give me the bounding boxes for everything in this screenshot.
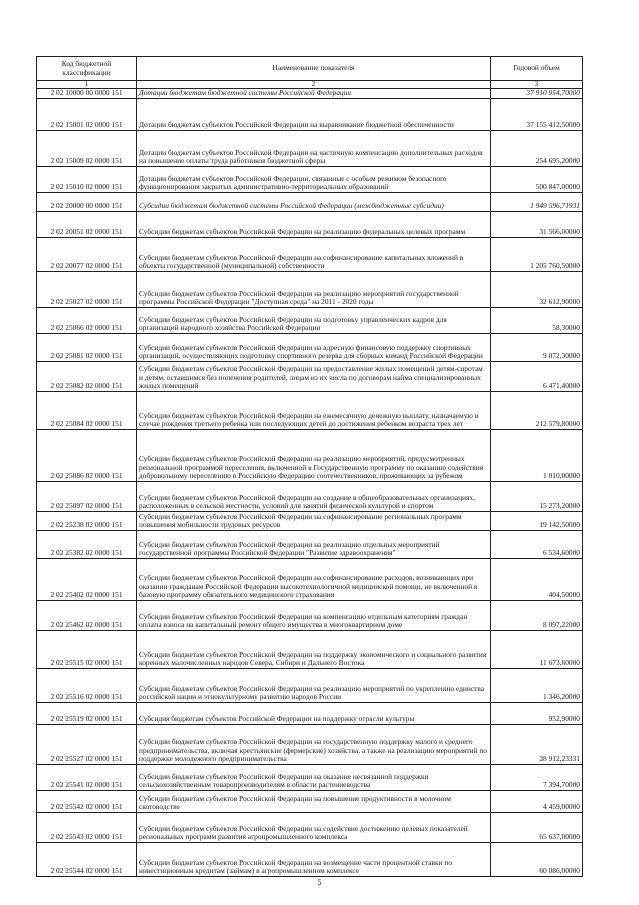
value-cell: 11 673,60000 <box>491 631 583 669</box>
value-cell: 15 273,20000 <box>491 482 583 512</box>
column-index-1: 1 <box>37 81 137 89</box>
table-row <box>37 272 583 308</box>
name-cell: Дотации бюджетам бюджетной системы Российской Федерации <box>137 89 491 99</box>
table-row <box>37 531 583 559</box>
code-cell: 2 02 25402 02 0000 151 <box>37 559 137 601</box>
code-cell: 2 02 25082 02 0000 151 <box>37 362 137 392</box>
table-row <box>37 89 583 99</box>
code-cell: 2 02 15010 02 0000 151 <box>37 167 137 193</box>
name-cell: Субсидии бюджетам субъектов Российской Федерации на подготовку управленческих кадров для организаций народного хозяйства Российской Федерации <box>137 308 491 334</box>
table-row <box>37 512 583 531</box>
value-cell: 1 205 760,50000 <box>491 238 583 272</box>
code-cell: 2 02 25027 02 0000 151 <box>37 272 137 308</box>
table-row <box>37 308 583 334</box>
table-row <box>37 669 583 703</box>
table-row <box>37 334 583 362</box>
code-cell: 2 02 20000 00 0000 151 <box>37 193 137 212</box>
name-cell: Субсидии бюджетам субъектов Российской Федерации на софинансирование расходов, возникающих при оказании гражданам Российской Федерации высокотехнологичной медицинской помощи, не включенной в базовую программу обязательного медицинского страхования <box>137 559 491 601</box>
code-cell: 2 02 25084 02 0000 151 <box>37 392 137 430</box>
name-cell: Субсидии бюджетам субъектов Российской Федерации на возмещение части процентной ставки по инвестиционным кредитам (займам) в агропромышленном комплексе <box>137 843 491 877</box>
code-cell: 2 02 25542 02 0000 151 <box>37 791 137 813</box>
name-cell: Дотации бюджетам субъектов Российской Федерации на частичную компенсацию дополнительных расходов на повышение оплаты труда работников бюджетной сферы <box>137 131 491 167</box>
value-cell: 254 695,20000 <box>491 131 583 167</box>
header-name: Наименование показателя <box>137 57 491 81</box>
name-cell: Субсидии бюджетам субъектов Российской Федерации на адресную финансовую поддержку спортивных организаций, осуществляющих подготовку спортивного резерва для сборных команд Российской Федерации <box>137 334 491 362</box>
name-cell: Дотации бюджетам субъектов Российской Федерации на выравнивание бюджетной обеспеченности <box>137 99 491 131</box>
value-cell: 31 566,00000 <box>491 212 583 238</box>
document-page <box>36 56 582 876</box>
code-cell: 2 02 20077 02 0000 151 <box>37 238 137 272</box>
table-row <box>37 482 583 512</box>
value-cell: 6 471,40000 <box>491 362 583 392</box>
value-cell: 8 097,22000 <box>491 601 583 631</box>
name-cell: Субсидии бюджетам субъектов Российской Федерации на реализацию мероприятий по укреплению единства российской нации и этнокультурному развитию народов России <box>137 669 491 703</box>
value-cell: 212 579,80000 <box>491 392 583 430</box>
table-row <box>37 631 583 669</box>
value-cell: 9 072,30000 <box>491 334 583 362</box>
column-index-row <box>37 81 583 89</box>
table-row <box>37 99 583 131</box>
page-number: 5 <box>317 878 322 887</box>
value-cell: 7 394,70000 <box>491 765 583 791</box>
name-cell: Субсидии бюджетам субъектов Российской Федерации на реализацию мероприятий государственной программы Российской Федерации "Доступная среда" на 2011 - 2020 годы <box>137 272 491 308</box>
name-cell: Субсидия бюджетам субъектов Российской Федерации на поддержку отрасли культуры <box>137 703 491 725</box>
value-cell: 28 912,23331 <box>491 725 583 765</box>
code-cell: 2 02 25097 02 0000 151 <box>37 482 137 512</box>
table-row <box>37 703 583 725</box>
name-cell: Субсидии бюджетам субъектов Российской Федерации на поддержку экономического и социального развития коренных малочисленных народов Севера, Сибири и Дальнего Востока <box>137 631 491 669</box>
code-cell: 2 02 25462 02 0000 151 <box>37 601 137 631</box>
name-cell: Дотации бюджетам субъектов Российской Федерации, связанные с особым режимом безопасного функционирования закрытых административно-территориальных образований <box>137 167 491 193</box>
name-cell: Субсидии бюджетам субъектов Российской Федерации на софинансирование капитальных вложений в объекты государственной (муниципальной) собственности <box>137 238 491 272</box>
code-cell: 2 02 25066 02 0000 151 <box>37 308 137 334</box>
code-cell: 2 02 25541 02 0000 151 <box>37 765 137 791</box>
budget-table <box>36 56 583 877</box>
table-row <box>37 843 583 877</box>
name-cell: Субсидии бюджетам субъектов Российской Федерации на реализацию мероприятий, предусмотренных региональной программой переселения, включенной в Государственную программу по оказанию содействия добровольному переселению в Российскую Федерацию соотечественников, проживающих за рубежом <box>137 430 491 482</box>
column-index-2: 2 <box>137 81 491 89</box>
code-cell: 2 02 25516 02 0000 151 <box>37 669 137 703</box>
value-cell: 37 155 412,50000 <box>491 99 583 131</box>
value-cell: 19 142,50000 <box>491 512 583 531</box>
table-row <box>37 813 583 843</box>
value-cell: 1 010,00000 <box>491 430 583 482</box>
code-cell: 2 02 15001 02 0000 151 <box>37 99 137 131</box>
table-row <box>37 392 583 430</box>
name-cell: Субсидии бюджетам субъектов Российской Федерации на реализацию федеральных целевых программ <box>137 212 491 238</box>
value-cell: 60 086,00000 <box>491 843 583 877</box>
code-cell: 2 02 10000 00 0000 151 <box>37 89 137 99</box>
value-cell: 37 910 954,70000 <box>491 89 583 99</box>
name-cell: Субсидии бюджетам бюджетной системы Российской Федерации (межбюджетные субсидии) <box>137 193 491 212</box>
code-cell: 2 02 25543 02 0000 151 <box>37 813 137 843</box>
value-cell: 65 637,00000 <box>491 813 583 843</box>
table-row <box>37 362 583 392</box>
value-cell: 4 459,00000 <box>491 791 583 813</box>
name-cell: Субсидии бюджетам субъектов Российской Федерации на реализацию отдельных мероприятий государственной программы Российской Федерации "Развитие здравоохранения" <box>137 531 491 559</box>
code-cell: 2 02 25238 02 0000 151 <box>37 512 137 531</box>
table-row <box>37 791 583 813</box>
value-cell: 500 847,00000 <box>491 167 583 193</box>
code-cell: 2 02 25081 02 0000 151 <box>37 334 137 362</box>
table-row <box>37 167 583 193</box>
code-cell: 2 02 20051 02 0000 151 <box>37 212 137 238</box>
code-cell: 2 02 25086 02 0000 151 <box>37 430 137 482</box>
code-cell: 2 02 25527 02 0000 151 <box>37 725 137 765</box>
name-cell: Субсидии бюджетам субъектов Российской Федерации на предоставление жилых помещений детям-сиротам и детям, оставшимся без попечения родителей, лицам из их числа по договорам найма специализированных жилых помещений <box>137 362 491 392</box>
table-header-row <box>37 57 583 81</box>
name-cell: Субсидии бюджетам субъектов Российской Федерации на содействие достижению целевых показателей региональных программ развития агропромышленного комплекса <box>137 813 491 843</box>
table-row <box>37 212 583 238</box>
value-cell: 58,30000 <box>491 308 583 334</box>
value-cell: 952,90000 <box>491 703 583 725</box>
column-index-3: 3 <box>491 81 583 89</box>
name-cell: Субсидии бюджетам субъектов Российской Федерации на оказание несвязанной поддержки сельскохозяйственным товаропроизводителям в области растениеводства <box>137 765 491 791</box>
code-cell: 2 02 25544 02 0000 151 <box>37 843 137 877</box>
code-cell: 2 02 15009 02 0000 151 <box>37 131 137 167</box>
name-cell: Субсидии бюджетам субъектов Российской Федерации на компенсацию отдельным категориям граждан оплаты взноса на капитальный ремонт общего имущества в многоквартирном доме <box>137 601 491 631</box>
table-row <box>37 725 583 765</box>
header-value: Годовой объем <box>491 57 583 81</box>
value-cell: 32 612,90000 <box>491 272 583 308</box>
value-cell: 1 346,20000 <box>491 669 583 703</box>
table-row <box>37 131 583 167</box>
code-cell: 2 02 25382 02 0000 151 <box>37 531 137 559</box>
table-row <box>37 601 583 631</box>
name-cell: Субсидии бюджетам субъектов Российской Федерации на повышение продуктивности в молочном скотоводстве <box>137 791 491 813</box>
table-row <box>37 559 583 601</box>
table-body <box>37 89 583 877</box>
table-row <box>37 430 583 482</box>
code-cell: 2 02 25515 02 0000 151 <box>37 631 137 669</box>
value-cell: 6 534,60000 <box>491 531 583 559</box>
name-cell: Субсидии бюджетам субъектов Российской Федерации на государственную поддержку малого и среднего предпринимательства, включая крестьянские (фермерские) хозяйства, а также на реализацию мероприятий по поддержке молодежного предпринимательства <box>137 725 491 765</box>
value-cell: 1 949 596,71931 <box>491 193 583 212</box>
code-cell: 2 02 25519 02 0000 151 <box>37 703 137 725</box>
name-cell: Субсидии бюджетам субъектов Российской Федерации на ежемесячную денежную выплату, назначаемую в случае рождения третьего ребенка или последующих детей до достижения ребенком возраста трех лет <box>137 392 491 430</box>
name-cell: Субсидии бюджетам субъектов Российской Федерации на создание в общеобразовательных организациях, расположенных в сельской местности, условий для занятий физической культурой и спортом <box>137 482 491 512</box>
value-cell: 404,50000 <box>491 559 583 601</box>
name-cell: Субсидии бюджетам субъектов Российской Федерации на софинансирование региональных программ повышения мобильности трудовых ресурсов <box>137 512 491 531</box>
header-code: Код бюджетной классификации <box>37 57 137 81</box>
table-row <box>37 193 583 212</box>
table-row <box>37 238 583 272</box>
table-row <box>37 765 583 791</box>
